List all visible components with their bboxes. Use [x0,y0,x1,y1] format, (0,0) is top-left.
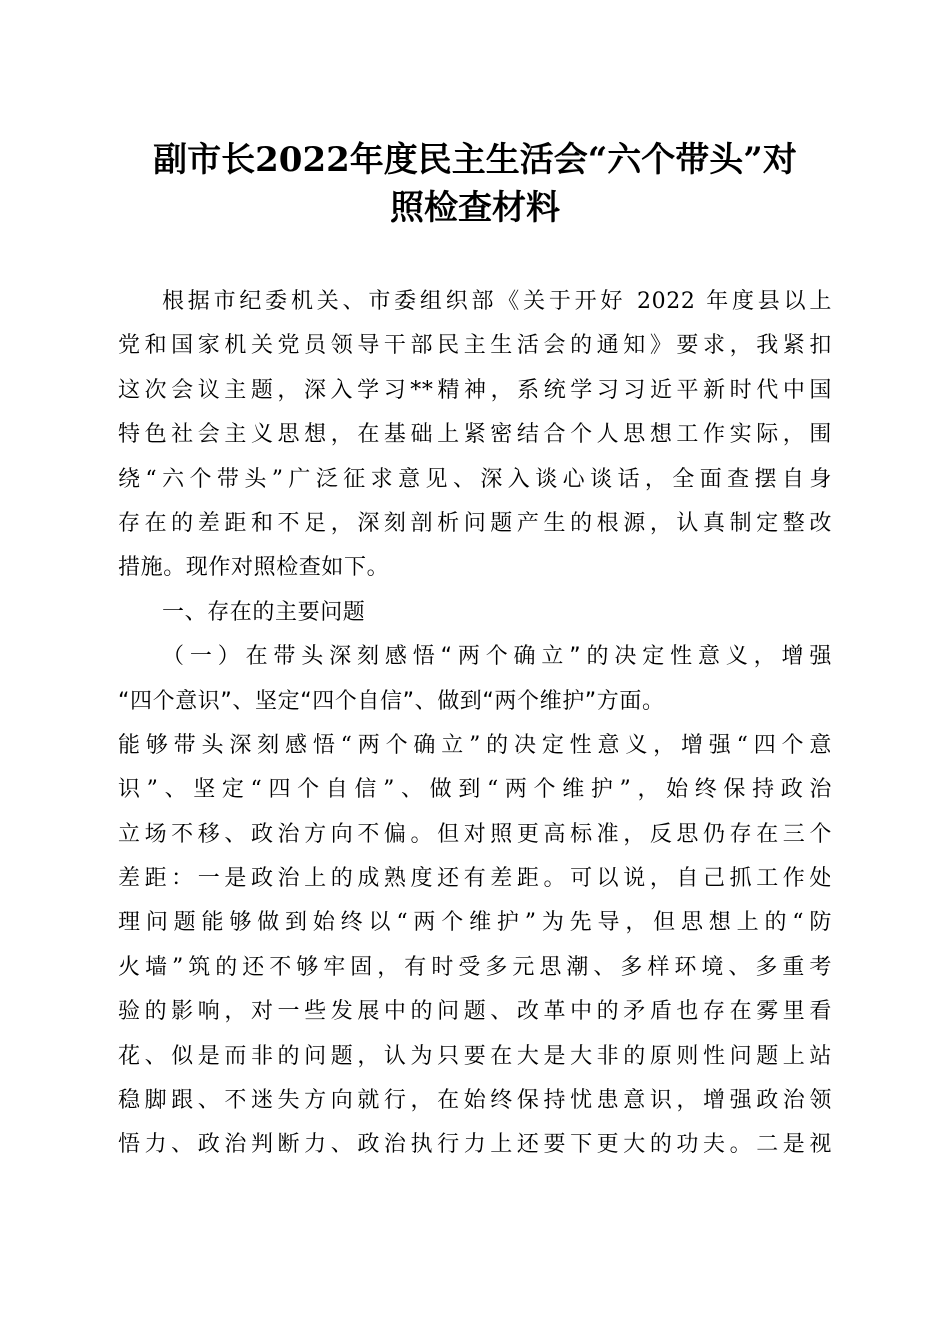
paragraph-line: 悟力、政治判断力、政治执行力上还要下更大的功夫。二是视 [118,1132,832,1158]
subsection-heading [118,635,832,724]
paragraph-line: 立场不移、政治方向不偏。但对照更高标准，反思仍存在三个 [118,821,832,847]
paragraph-line: 理问题能够做到始终以“两个维护”为先导，但思想上的“防 [118,910,832,936]
subheading-line: （一）在带头深刻感悟“两个确立”的决定性意义，增强 [162,644,832,670]
intro-paragraph [118,280,832,591]
paragraph-line: 绕“六个带头”广泛征求意见、深入谈心谈话，全面查摆自身 [118,466,832,492]
paragraph-line: 根据市纪委机关、市委组织部《关于开好 2022 年度县以上 [162,289,832,314]
title-line-1: 副市长2022年度民主生活会“六个带头”对 [153,140,797,180]
paragraph-line: 这次会议主题，深入学习**精神，系统学习习近平新时代中国 [118,377,832,403]
paragraph-line: 差距：一是政治上的成熟度还有差距。可以说，自己抓工作处 [118,866,832,892]
subheading-line: “四个意识”、坚定“四个自信”、做到“两个维护”方面。 [118,688,665,714]
paragraph-line: 识”、坚定“四个自信”、做到“两个维护”，始终保持政治 [118,777,832,803]
document-body [118,280,832,1168]
paragraph-line: 措施。现作对照检查如下。 [118,555,390,581]
title-line-2: 照检查材料 [390,188,560,228]
paragraph-line: 稳脚跟、不迷失方向就行，在始终保持忧患意识，增强政治领 [118,1088,832,1114]
paragraph-line: 验的影响，对一些发展中的问题、改革中的矛盾也存在雾里看 [118,999,832,1025]
paragraph-line: 火墙”筑的还不够牢固，有时受多元思潮、多样环境、多重考 [118,954,832,980]
section-heading: 一、存在的主要问题 [162,599,366,625]
paragraph-line: 党和国家机关党员领导干部民主生活会的通知》要求，我紧扣 [118,333,832,359]
document-title [100,136,850,232]
paragraph-line: 存在的差距和不足，深刻剖析问题产生的根源，认真制定整改 [118,510,832,536]
paragraph-line: 花、似是而非的问题，认为只要在大是大非的原则性问题上站 [118,1043,832,1069]
paragraph-line: 特色社会主义思想，在基础上紧密结合个人思想工作实际，围 [118,422,832,448]
paragraph-line: 能够带头深刻感悟“两个确立”的决定性意义，增强“四个意 [118,732,832,758]
body-paragraph [118,724,832,1168]
